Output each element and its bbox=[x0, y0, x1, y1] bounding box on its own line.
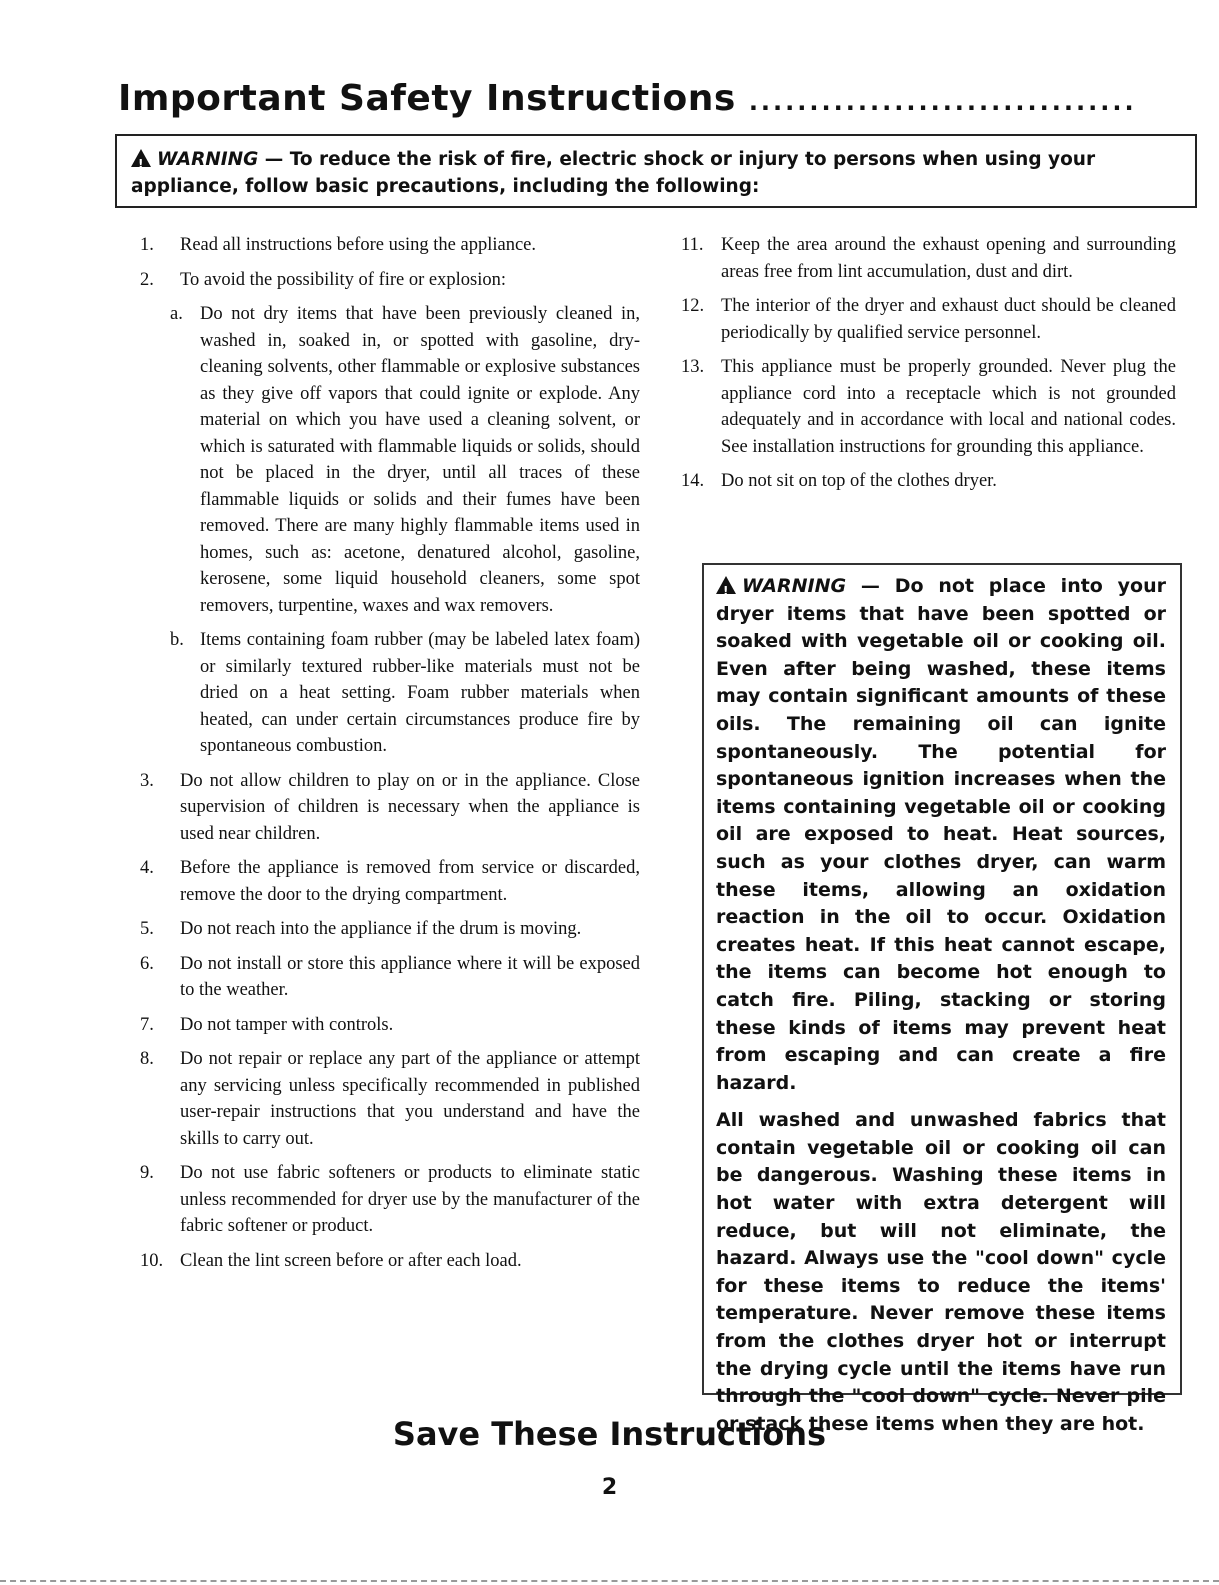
item-number: 13. bbox=[681, 357, 705, 377]
item-text: Do not install or store this appliance where it will be exposed to the weather. bbox=[180, 953, 640, 1000]
page-title-text: Important Safety Instructions bbox=[118, 78, 736, 119]
item-text: Do not tamper with controls. bbox=[180, 1014, 394, 1035]
list-item bbox=[140, 1046, 640, 1152]
item-number: 2. bbox=[140, 269, 154, 290]
item-number: 6. bbox=[140, 953, 154, 974]
left-column bbox=[140, 232, 640, 1282]
oil-warning-text-1: — Do not place into your dryer items that have been spotted or soaked with vegetable oil or cooking oil. Even after being washed, these items may contain significant amounts of these oils. The remaining oil can ignite spontaneously. The potential for spontaneous ignition increases when the items containing vegetable oil or cooking oil are exposed to heat. Heat sources, such as your clothes dryer, can warm these items, allowing an oxidation reaction in the oil to occur. Oxidation creates heat. If this heat cannot escape, the items can become hot enough to catch fire. Piling, stacking or storing these kinds of items may prevent heat from escaping and can create a fire hazard. bbox=[716, 575, 1166, 1094]
list-item bbox=[140, 1248, 640, 1275]
sub-item-letter: b. bbox=[170, 630, 184, 650]
item-text: Keep the area around the exhaust opening and surrounding areas free from lint accumulation, dust and dirt. bbox=[721, 235, 1176, 282]
top-warning-word: WARNING bbox=[157, 149, 259, 170]
list-item bbox=[140, 855, 640, 908]
warning-triangle-icon bbox=[716, 576, 736, 594]
page-number: 2 bbox=[601, 1475, 618, 1500]
item-number: 12. bbox=[681, 296, 705, 316]
item-text: Do not sit on top of the clothes dryer. bbox=[721, 471, 997, 491]
list-item bbox=[681, 232, 1176, 285]
list-item bbox=[681, 468, 1176, 495]
sub-item-text: Do not dry items that have been previously cleaned in, washed in, soaked in, or spotted with gasoline, dry-cleaning solvents, other flammable or explosive substances as they give off vapors that could ignite or explode. Any material on which you have used a cleaning solvent, or which is saturated with flammable liquids or solids, should not be placed in the dryer, until all traces of these flammable liquids or solids and their fumes have been removed. There are many highly flammable items used in homes, such as: acetone, denatured alcohol, gasoline, kerosene, some liquid household cleaners, some spot removers, turpentine, waxes and wax removers. bbox=[200, 304, 640, 616]
item-text: Read all instructions before using the appliance. bbox=[180, 235, 537, 255]
bottom-divider bbox=[0, 1580, 1219, 1582]
item-text: Before the appliance is removed from service or discarded, remove the door to the drying compartment. bbox=[180, 858, 640, 905]
oil-warning-word: WARNING bbox=[742, 575, 847, 597]
sub-list-item bbox=[140, 301, 640, 619]
oil-warning-paragraph-1 bbox=[716, 573, 1166, 1097]
list-item bbox=[140, 951, 640, 1004]
item-number: 1. bbox=[140, 235, 154, 255]
page-title bbox=[118, 78, 1198, 119]
item-number: 14. bbox=[681, 471, 705, 491]
item-number: 9. bbox=[140, 1163, 154, 1183]
item-number: 3. bbox=[140, 770, 154, 791]
item-number: 7. bbox=[140, 1014, 154, 1035]
list-item bbox=[140, 1160, 640, 1240]
item-text: The interior of the dryer and exhaust duct should be cleaned periodically by qualified service personnel. bbox=[721, 296, 1176, 343]
item-number: 5. bbox=[140, 919, 154, 939]
item-text: This appliance must be properly grounded. Never plug the appliance cord into a receptacle which is not grounded adequately and in accordance with local and national codes. See installation instructions for grounding this appliance. bbox=[721, 357, 1176, 457]
right-column bbox=[681, 232, 1176, 503]
item-text: Do not reach into the appliance if the drum is moving. bbox=[180, 919, 582, 939]
title-leader-dots: ................................ bbox=[748, 88, 1137, 116]
list-item bbox=[140, 1012, 640, 1039]
list-item bbox=[140, 916, 640, 943]
item-text: Do not use fabric softeners or products to eliminate static unless recommended for dryer use by the manufacturer of the fabric softener or product. bbox=[180, 1163, 640, 1236]
list-item bbox=[140, 232, 640, 259]
oil-warning-box bbox=[702, 563, 1182, 1435]
item-number: 11. bbox=[681, 235, 704, 255]
sub-item-letter: a. bbox=[170, 304, 183, 324]
sub-item-text: Items containing foam rubber (may be labeled latex foam) or similarly textured rubber-like materials must not be dried on a heat setting. Foam rubber materials when heated, can under certain circumstances produce fire by spontaneous combustion. bbox=[200, 630, 640, 756]
item-text: Do not allow children to play on or in the appliance. Close supervision of children is necessary when the appliance is used near children. bbox=[180, 770, 640, 844]
top-warning-box bbox=[115, 134, 1197, 208]
list-item bbox=[681, 293, 1176, 346]
item-text: To avoid the possibility of fire or explosion: bbox=[180, 269, 507, 290]
sub-list-item bbox=[140, 627, 640, 760]
item-text: Clean the lint screen before or after each load. bbox=[180, 1250, 522, 1271]
list-item bbox=[681, 354, 1176, 460]
item-number: 4. bbox=[140, 858, 154, 878]
oil-warning-paragraph-2: All washed and unwashed fabrics that contain vegetable oil or cooking oil can be dangerous. Washing these items in hot water with extra detergent will reduce, but will not eliminate, the hazard. Always use the "cool down" cycle for these items to reduce the items' temperature. Never remove these items from the clothes dryer hot or interrupt the drying cycle until the items have run through the "cool down" cycle. Never pile or stack these items when they are hot. bbox=[716, 1109, 1166, 1435]
item-text: Do not repair or replace any part of the appliance or attempt any servicing unless specifically recommended in published user-repair instructions that you understand and have the skills to carry out. bbox=[180, 1049, 640, 1149]
item-number: 10. bbox=[140, 1250, 164, 1271]
top-warning-text: — To reduce the risk of fire, electric shock or injury to persons when using your appliance, follow basic precautions, including the following: bbox=[131, 149, 1096, 197]
list-item bbox=[140, 267, 640, 294]
warning-triangle-icon bbox=[131, 149, 151, 167]
save-instructions-heading: Save These Instructions bbox=[392, 1415, 827, 1453]
item-number: 8. bbox=[140, 1049, 154, 1069]
list-item bbox=[140, 768, 640, 848]
